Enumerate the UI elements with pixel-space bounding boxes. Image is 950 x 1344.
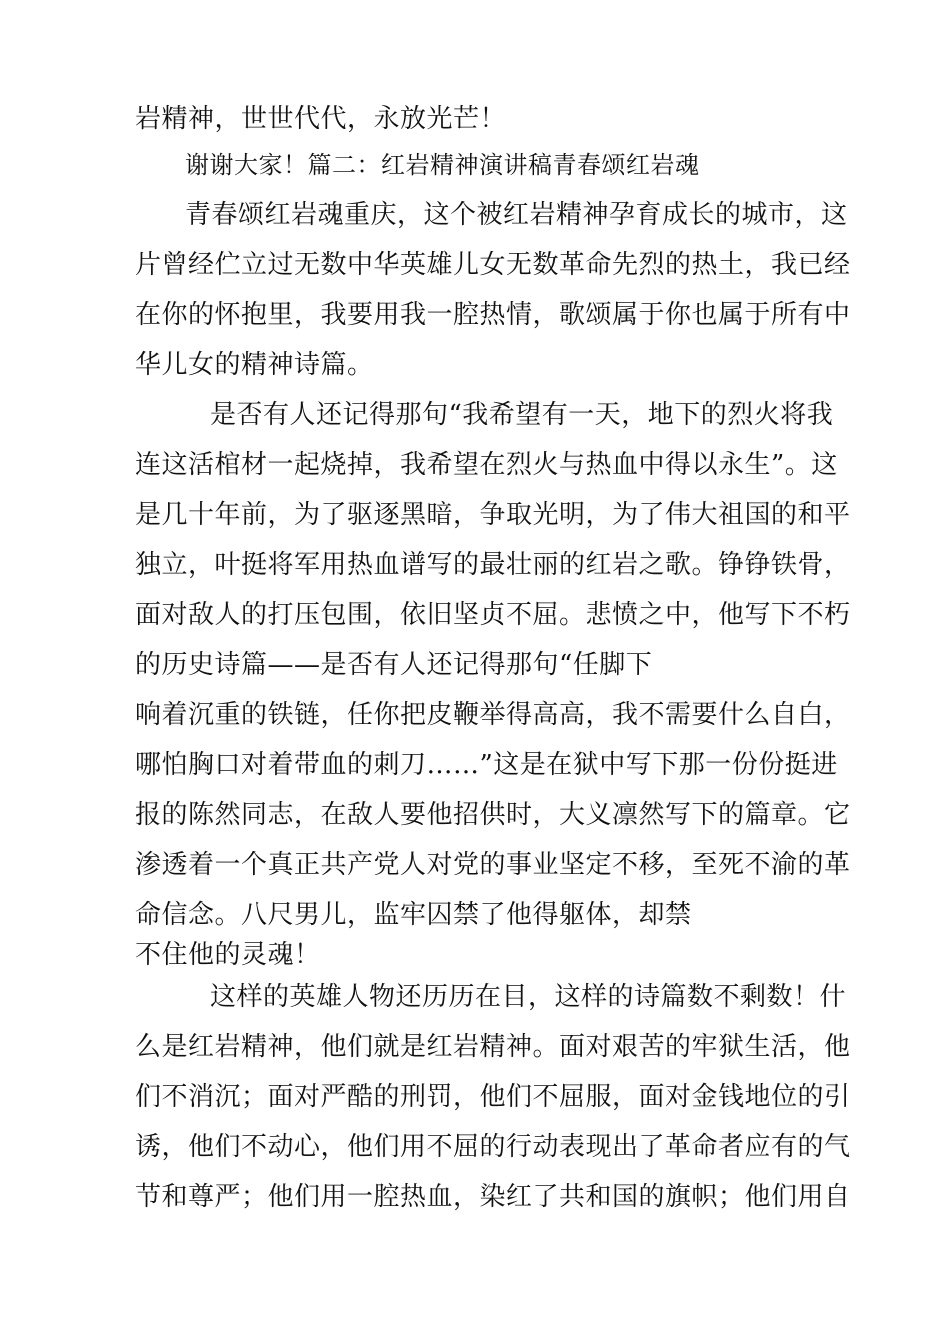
text-line: 华儿女的精神诗篇。 (135, 350, 374, 380)
text-line: 哪怕胸口对着带血的刺刀……”这是在狱中写下那一份份挺进 (135, 750, 838, 780)
text-line: 不住他的灵魂！ (135, 940, 321, 970)
text-line: 的历史诗篇——是否有人还记得那句“任脚下 (135, 650, 653, 680)
text-line: 岩精神，世世代代，永放光芒！ (135, 104, 507, 134)
text-line: 在你的怀抱里，我要用我一腔热情，歌颂属于你也属于所有中 (135, 300, 851, 330)
text-line: 诱，他们不动心，他们用不屈的行动表现出了革命者应有的气 (135, 1132, 851, 1162)
text-line: 片曾经伫立过无数中华英雄儿女无数革命先烈的热土，我已经 (135, 250, 851, 280)
text-line: 渗透着一个真正共产党人对党的事业坚定不移，至死不渝的革 (135, 850, 851, 880)
text-line: 独立，叶挺将军用热血谱写的最壮丽的红岩之歌。铮铮铁骨， (135, 550, 851, 580)
text-line: 么是红岩精神，他们就是红岩精神。面对艰苦的牢狱生活，他 (135, 1032, 851, 1062)
text-line: 是几十年前，为了驱逐黑暗，争取光明，为了伟大祖国的和平 (135, 500, 851, 530)
text-line: 青春颂红岩魂重庆，这个被红岩精神孕育成长的城市，这 (185, 200, 848, 230)
text-line: 是否有人还记得那句“我希望有一天，地下的烈火将我 (210, 400, 834, 430)
text-line: 响着沉重的铁链，任你把皮鞭举得高高，我不需要什么自白， (135, 700, 851, 730)
section-heading: 谢谢大家！篇二：红岩精神演讲稿青春颂红岩魂 (185, 151, 700, 179)
text-line: 报的陈然同志，在敌人要他招供时，大义凛然写下的篇章。它 (135, 800, 851, 830)
text-line: 节和尊严；他们用一腔热血，染红了共和国的旗帜；他们用自 (135, 1182, 851, 1212)
text-line: 面对敌人的打压包围，依旧坚贞不屈。悲愤之中，他写下不朽 (135, 600, 851, 630)
text-line: 们不消沉；面对严酷的刑罚，他们不屈服，面对金钱地位的引 (135, 1082, 851, 1112)
text-line: 命信念。八尺男儿，监牢囚禁了他得躯体，却禁 (135, 900, 692, 930)
text-line: 连这活棺材一起烧掉，我希望在烈火与热血中得以永生”。这 (135, 450, 838, 480)
text-line: 这样的英雄人物还历历在目，这样的诗篇数不剩数！什 (210, 982, 847, 1012)
